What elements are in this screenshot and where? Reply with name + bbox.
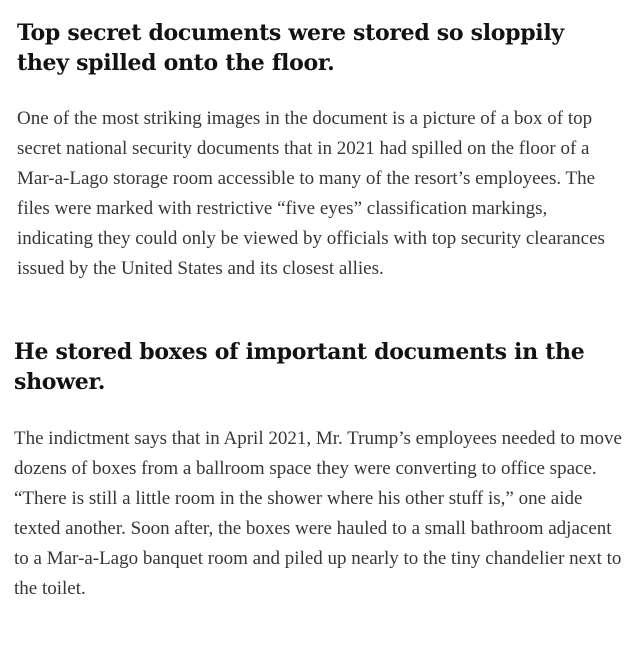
section-paragraph: One of the most striking images in the document is a picture of a box of top secret national security documents that in 2021 had spilled on the floor of a Mar-a-Lago storage room accessible to many of the resort’s employees. The files were marked with restrictive “five eyes” classification markings, indicating they could only be viewed by officials with top security clearances issued by the United States and its closest allies. [17, 108, 605, 279]
section-heading: Top secret documents were stored so sloppily they spilled onto the floor. [17, 20, 564, 76]
section-paragraph: The indictment says that in April 2021, Mr. Trump’s employees needed to move dozens of boxes from a ballroom space they were converting to office space. “There is still a little room in the shower where his other stuff is,” one aide texted another. Soon after, the boxes were hauled to a small bathroom adjacent to a Mar-a-Lago banquet room and piled up nearly to the tiny chandelier next to the toilet. [14, 428, 622, 599]
section-heading: He stored boxes of important documents in the shower. [14, 339, 585, 395]
